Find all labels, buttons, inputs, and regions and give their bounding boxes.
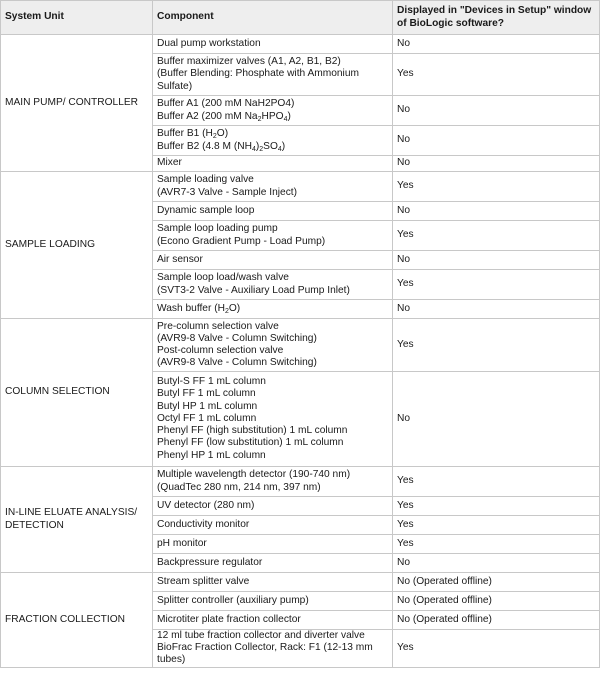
displayed-cell: Yes	[393, 535, 600, 554]
displayed-cell: No	[393, 156, 600, 172]
component-cell: Sample loading valve (AVR7-3 Valve - Sample Inject)	[153, 172, 393, 202]
displayed-cell: Yes	[393, 497, 600, 516]
displayed-cell: Yes	[393, 319, 600, 372]
displayed-cell: Yes	[393, 516, 600, 535]
table-row	[1, 172, 600, 202]
system-unit-cell: COLUMN SELECTION	[1, 319, 153, 467]
table-row	[1, 573, 600, 592]
component-cell: Splitter controller (auxiliary pump)	[153, 592, 393, 611]
table-body	[1, 35, 600, 668]
component-cell: 12 ml tube fraction collector and diverter valve BioFrac Fraction Collector, Rack: F1 (12-13 mm tubes)	[153, 630, 393, 668]
displayed-cell: No	[393, 251, 600, 270]
component-cell: Wash buffer $(H_2O)$	[153, 300, 393, 319]
component-cell: Sample loop load/wash valve (SVT3-2 Valve - Auxiliary Load Pump Inlet)	[153, 270, 393, 300]
displayed-cell: No	[393, 126, 600, 156]
component-cell: pH monitor	[153, 535, 393, 554]
component-cell: UV detector (280 nm)	[153, 497, 393, 516]
system-unit-cell: FRACTION COLLECTION	[1, 573, 153, 668]
component-cell: Multiple wavelength detector (190-740 nm) (QuadTec 280 nm, 214 nm, 397 nm)	[153, 467, 393, 497]
component-cell: Buffer A1 (200 mM NaH2PO4) Buffer A2 (200 mM $Na_2HPO_4$)	[153, 96, 393, 126]
displayed-cell: No	[393, 372, 600, 467]
header-component: Component	[153, 1, 393, 35]
header-row	[1, 1, 600, 35]
displayed-cell: No	[393, 96, 600, 126]
component-cell: Sample loop loading pump (Econo Gradient Pump - Load Pump)	[153, 221, 393, 251]
component-cell: Butyl-S FF 1 mL column Butyl FF 1 mL column Butyl HP 1 mL column Octyl FF 1 mL column Phenyl FF (high substitution) 1 mL column Phenyl FF (low substitution) 1 mL column Phenyl HP 1 mL column	[153, 372, 393, 467]
displayed-cell: Yes	[393, 467, 600, 497]
displayed-cell: Yes	[393, 54, 600, 96]
displayed-cell: No	[393, 202, 600, 221]
displayed-cell: No (Operated offline)	[393, 611, 600, 630]
header-system-unit: System Unit	[1, 1, 153, 35]
component-cell: Dynamic sample loop	[153, 202, 393, 221]
table-row	[1, 467, 600, 497]
component-cell: Dual pump workstation	[153, 35, 393, 54]
displayed-cell: No (Operated offline)	[393, 573, 600, 592]
table-row	[1, 319, 600, 372]
displayed-cell: No	[393, 35, 600, 54]
displayed-cell: Yes	[393, 630, 600, 668]
component-cell: Conductivity monitor	[153, 516, 393, 535]
component-cell: Stream splitter valve	[153, 573, 393, 592]
component-cell: Mixer	[153, 156, 393, 172]
component-cell: Buffer maximizer valves (A1, A2, B1, B2) (Buffer Blending: Phosphate with Ammonium Sulfate)	[153, 54, 393, 96]
component-cell: Pre-column selection valve (AVR9-8 Valve - Column Switching) Post-column selection valve (AVR9-8 Valve - Column Switching)	[153, 319, 393, 372]
component-cell: Buffer B1 $(H_2O)$ Buffer B2 (4.8 M $(NH_4)_2SO_4$)	[153, 126, 393, 156]
displayed-cell: Yes	[393, 270, 600, 300]
component-cell: Backpressure regulator	[153, 554, 393, 573]
system-unit-cell: IN-LINE ELUATE ANALYSIS/ DETECTION	[1, 467, 153, 573]
displayed-cell: No (Operated offline)	[393, 592, 600, 611]
component-cell: Air sensor	[153, 251, 393, 270]
displayed-cell: Yes	[393, 172, 600, 202]
displayed-cell: No	[393, 300, 600, 319]
displayed-cell: Yes	[393, 221, 600, 251]
header-displayed: Displayed in "Devices in Setup" window of BioLogic software?	[393, 1, 600, 35]
system-unit-cell: SAMPLE LOADING	[1, 172, 153, 319]
component-cell: Microtiter plate fraction collector	[153, 611, 393, 630]
displayed-cell: No	[393, 554, 600, 573]
system-unit-cell: MAIN PUMP/ CONTROLLER	[1, 35, 153, 172]
table-row	[1, 35, 600, 54]
